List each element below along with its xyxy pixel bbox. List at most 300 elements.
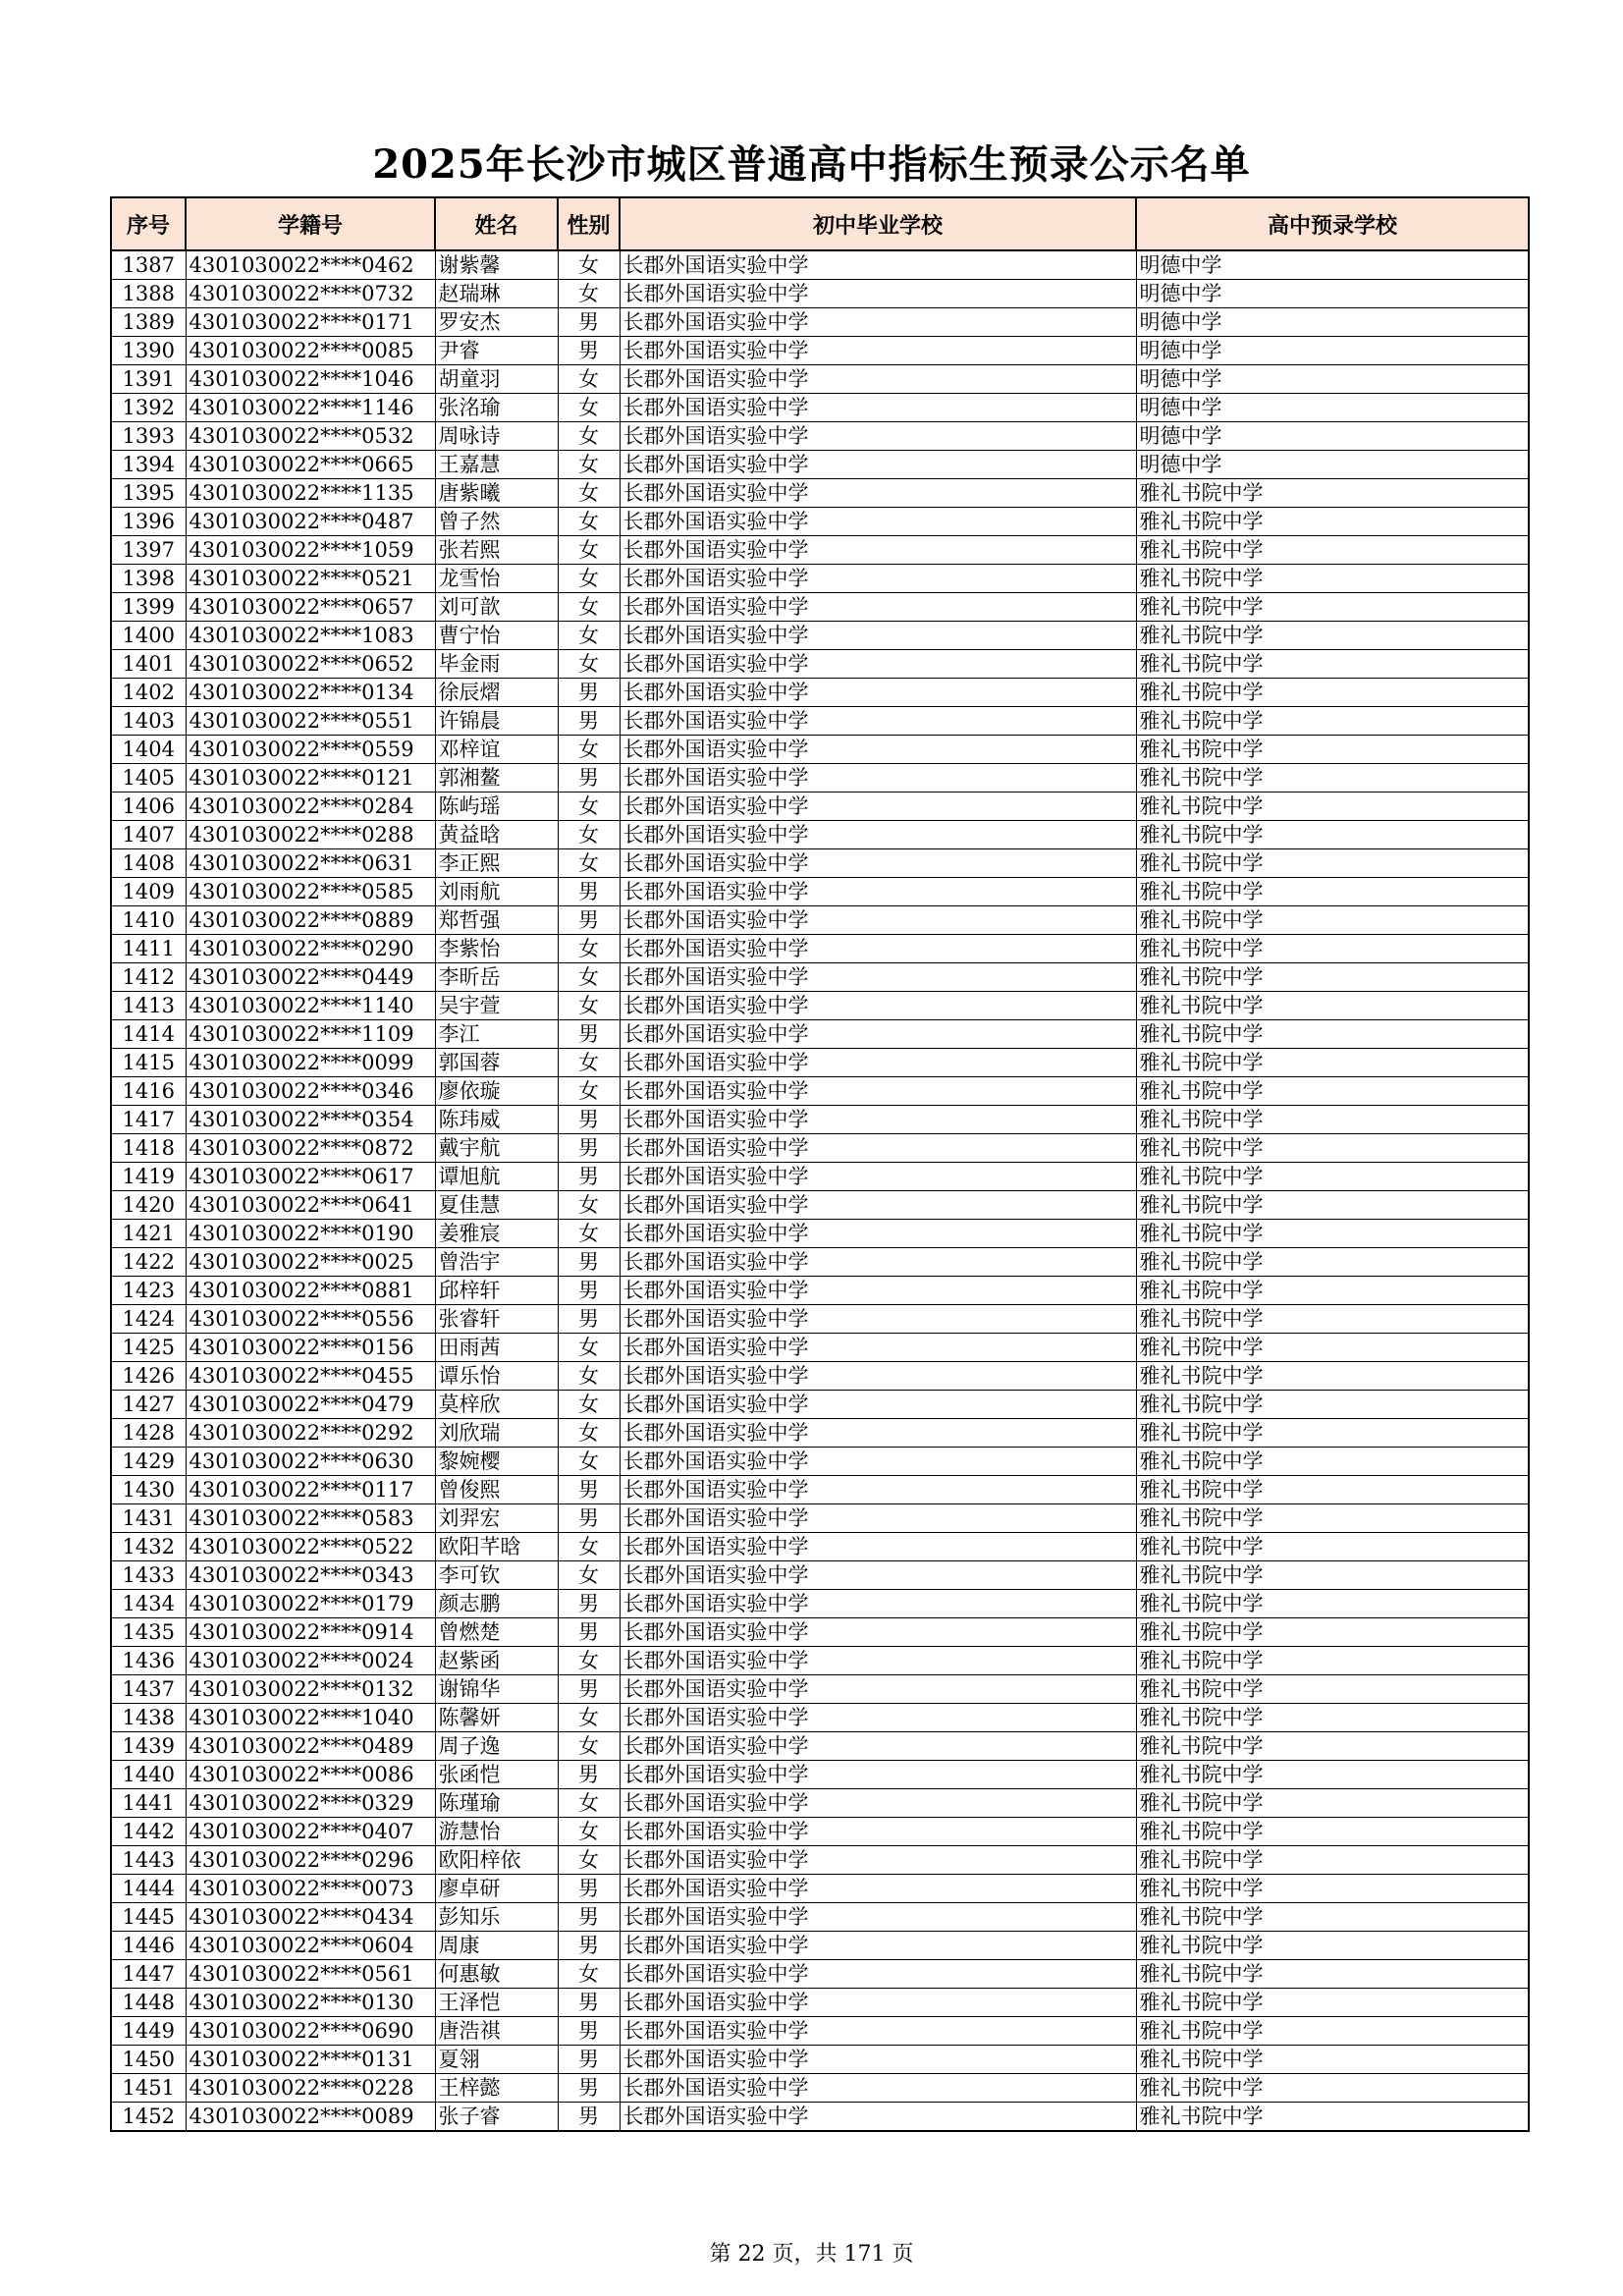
table-row <box>111 622 1529 650</box>
cell-middle-school: 长郡外国语实验中学 <box>620 1932 1136 1960</box>
cell-name: 尹睿 <box>435 337 558 365</box>
cell-name: 夏佳慧 <box>435 1191 558 1220</box>
cell-student-id: 4301030022****0889 <box>186 906 435 935</box>
table-row <box>111 337 1529 365</box>
cell-high-school: 明德中学 <box>1136 365 1529 394</box>
cell-serial: 1447 <box>111 1960 186 1989</box>
table-row <box>111 878 1529 906</box>
cell-gender: 女 <box>558 1191 620 1220</box>
cell-serial: 1435 <box>111 1618 186 1647</box>
header-high-school: 高中预录学校 <box>1136 197 1529 250</box>
cell-name: 黎婉樱 <box>435 1448 558 1476</box>
table-body <box>111 250 1529 2131</box>
cell-serial: 1438 <box>111 1704 186 1732</box>
cell-middle-school: 长郡外国语实验中学 <box>620 1277 1136 1305</box>
cell-gender: 男 <box>558 1277 620 1305</box>
cell-serial: 1440 <box>111 1761 186 1789</box>
cell-student-id: 4301030022****1083 <box>186 622 435 650</box>
cell-serial: 1421 <box>111 1220 186 1248</box>
cell-student-id: 4301030022****0559 <box>186 736 435 764</box>
cell-serial: 1416 <box>111 1077 186 1106</box>
table-row <box>111 1220 1529 1248</box>
cell-gender: 男 <box>558 1590 620 1618</box>
cell-high-school: 雅礼书院中学 <box>1136 1533 1529 1561</box>
cell-student-id: 4301030022****0086 <box>186 1761 435 1789</box>
cell-serial: 1401 <box>111 650 186 679</box>
cell-serial: 1423 <box>111 1277 186 1305</box>
cell-gender: 女 <box>558 1846 620 1875</box>
table-row <box>111 992 1529 1020</box>
cell-student-id: 4301030022****0190 <box>186 1220 435 1248</box>
cell-middle-school: 长郡外国语实验中学 <box>620 308 1136 337</box>
cell-gender: 女 <box>558 622 620 650</box>
cell-middle-school: 长郡外国语实验中学 <box>620 1191 1136 1220</box>
cell-serial: 1442 <box>111 1818 186 1846</box>
cell-gender: 男 <box>558 679 620 707</box>
cell-high-school: 雅礼书院中学 <box>1136 878 1529 906</box>
table-row <box>111 1334 1529 1362</box>
cell-name: 曾燃楚 <box>435 1618 558 1647</box>
table-row <box>111 1305 1529 1334</box>
cell-serial: 1404 <box>111 736 186 764</box>
cell-student-id: 4301030022****1146 <box>186 394 435 422</box>
cell-student-id: 4301030022****0171 <box>186 308 435 337</box>
table-row <box>111 764 1529 793</box>
table-row <box>111 963 1529 992</box>
cell-high-school: 雅礼书院中学 <box>1136 1391 1529 1419</box>
table-row <box>111 1448 1529 1476</box>
cell-middle-school: 长郡外国语实验中学 <box>620 280 1136 308</box>
cell-middle-school: 长郡外国语实验中学 <box>620 1476 1136 1504</box>
cell-serial: 1426 <box>111 1362 186 1391</box>
cell-gender: 男 <box>558 1989 620 2017</box>
cell-name: 许锦晨 <box>435 707 558 736</box>
cell-middle-school: 长郡外国语实验中学 <box>620 707 1136 736</box>
cell-gender: 男 <box>558 1163 620 1191</box>
cell-serial: 1406 <box>111 793 186 821</box>
cell-name: 谭旭航 <box>435 1163 558 1191</box>
cell-middle-school: 长郡外国语实验中学 <box>620 1448 1136 1476</box>
cell-gender: 女 <box>558 536 620 565</box>
table-row <box>111 394 1529 422</box>
cell-serial: 1408 <box>111 849 186 878</box>
table-row <box>111 935 1529 963</box>
table-row <box>111 1846 1529 1875</box>
cell-gender: 女 <box>558 821 620 849</box>
cell-name: 莫梓欣 <box>435 1391 558 1419</box>
page-footer: 第 22 页，共 171 页 <box>709 2242 914 2267</box>
cell-name: 王梓懿 <box>435 2074 558 2103</box>
cell-student-id: 4301030022****0652 <box>186 650 435 679</box>
cell-high-school: 明德中学 <box>1136 337 1529 365</box>
cell-serial: 1448 <box>111 1989 186 2017</box>
cell-high-school: 雅礼书院中学 <box>1136 1761 1529 1789</box>
cell-serial: 1397 <box>111 536 186 565</box>
cell-gender: 女 <box>558 1647 620 1675</box>
cell-student-id: 4301030022****0343 <box>186 1561 435 1590</box>
cell-middle-school: 长郡外国语实验中学 <box>620 1590 1136 1618</box>
cell-student-id: 4301030022****0462 <box>186 250 435 280</box>
cell-gender: 女 <box>558 1818 620 1846</box>
cell-high-school: 雅礼书院中学 <box>1136 1049 1529 1077</box>
header-serial: 序号 <box>111 197 186 250</box>
table-row <box>111 1732 1529 1761</box>
cell-middle-school: 长郡外国语实验中学 <box>620 1989 1136 2017</box>
cell-serial: 1411 <box>111 935 186 963</box>
table-row <box>111 2017 1529 2046</box>
cell-student-id: 4301030022****0089 <box>186 2103 435 2132</box>
cell-serial: 1427 <box>111 1391 186 1419</box>
table-row <box>111 479 1529 508</box>
cell-middle-school: 长郡外国语实验中学 <box>620 1789 1136 1818</box>
cell-name: 廖依璇 <box>435 1077 558 1106</box>
cell-gender: 女 <box>558 1334 620 1362</box>
cell-middle-school: 长郡外国语实验中学 <box>620 1334 1136 1362</box>
cell-student-id: 4301030022****0641 <box>186 1191 435 1220</box>
cell-student-id: 4301030022****0631 <box>186 849 435 878</box>
cell-high-school: 雅礼书院中学 <box>1136 935 1529 963</box>
cell-gender: 女 <box>558 1960 620 1989</box>
cell-middle-school: 长郡外国语实验中学 <box>620 1732 1136 1761</box>
cell-high-school: 雅礼书院中学 <box>1136 1163 1529 1191</box>
cell-gender: 女 <box>558 451 620 479</box>
cell-high-school: 雅礼书院中学 <box>1136 1504 1529 1533</box>
cell-gender: 女 <box>558 508 620 536</box>
cell-high-school: 雅礼书院中学 <box>1136 2103 1529 2132</box>
cell-serial: 1398 <box>111 565 186 593</box>
cell-gender: 女 <box>558 793 620 821</box>
cell-high-school: 雅礼书院中学 <box>1136 679 1529 707</box>
cell-gender: 女 <box>558 250 620 280</box>
cell-serial: 1389 <box>111 308 186 337</box>
cell-serial: 1450 <box>111 2046 186 2074</box>
cell-high-school: 雅礼书院中学 <box>1136 992 1529 1020</box>
cell-name: 欧阳梓依 <box>435 1846 558 1875</box>
cell-name: 李可钦 <box>435 1561 558 1590</box>
cell-serial: 1446 <box>111 1932 186 1960</box>
cell-student-id: 4301030022****0630 <box>186 1448 435 1476</box>
cell-student-id: 4301030022****0665 <box>186 451 435 479</box>
cell-student-id: 4301030022****0914 <box>186 1618 435 1647</box>
cell-gender: 女 <box>558 365 620 394</box>
cell-high-school: 雅礼书院中学 <box>1136 1903 1529 1932</box>
cell-name: 李正熙 <box>435 849 558 878</box>
cell-student-id: 4301030022****0455 <box>186 1362 435 1391</box>
table-row <box>111 1618 1529 1647</box>
cell-middle-school: 长郡外国语实验中学 <box>620 1362 1136 1391</box>
cell-high-school: 雅礼书院中学 <box>1136 593 1529 622</box>
cell-gender: 女 <box>558 992 620 1020</box>
cell-gender: 女 <box>558 280 620 308</box>
cell-serial: 1417 <box>111 1106 186 1134</box>
cell-gender: 男 <box>558 1675 620 1704</box>
cell-name: 王嘉慧 <box>435 451 558 479</box>
cell-name: 何惠敏 <box>435 1960 558 1989</box>
table-row <box>111 650 1529 679</box>
cell-gender: 女 <box>558 935 620 963</box>
cell-student-id: 4301030022****0487 <box>186 508 435 536</box>
table-row <box>111 1875 1529 1903</box>
cell-serial: 1394 <box>111 451 186 479</box>
cell-serial: 1393 <box>111 422 186 451</box>
cell-student-id: 4301030022****1140 <box>186 992 435 1020</box>
roster-table <box>110 196 1530 2132</box>
cell-serial: 1434 <box>111 1590 186 1618</box>
cell-high-school: 雅礼书院中学 <box>1136 1704 1529 1732</box>
cell-middle-school: 长郡外国语实验中学 <box>620 2017 1136 2046</box>
cell-high-school: 雅礼书院中学 <box>1136 1476 1529 1504</box>
cell-high-school: 雅礼书院中学 <box>1136 1448 1529 1476</box>
cell-student-id: 4301030022****0617 <box>186 1163 435 1191</box>
cell-high-school: 雅礼书院中学 <box>1136 1618 1529 1647</box>
cell-name: 张若熙 <box>435 536 558 565</box>
cell-student-id: 4301030022****0073 <box>186 1875 435 1903</box>
cell-name: 黄益晗 <box>435 821 558 849</box>
cell-serial: 1391 <box>111 365 186 394</box>
cell-serial: 1400 <box>111 622 186 650</box>
table-row <box>111 2074 1529 2103</box>
cell-high-school: 雅礼书院中学 <box>1136 1590 1529 1618</box>
table-row <box>111 1704 1529 1732</box>
cell-name: 刘羿宏 <box>435 1504 558 1533</box>
cell-middle-school: 长郡外国语实验中学 <box>620 479 1136 508</box>
cell-high-school: 明德中学 <box>1136 250 1529 280</box>
cell-high-school: 雅礼书院中学 <box>1136 1362 1529 1391</box>
cell-name: 郭湘鳌 <box>435 764 558 793</box>
cell-name: 赵瑞琳 <box>435 280 558 308</box>
cell-student-id: 4301030022****0329 <box>186 1789 435 1818</box>
page-title: 2025年长沙市城区普通高中指标生预录公示名单 <box>372 141 1251 188</box>
cell-middle-school: 长郡外国语实验中学 <box>620 622 1136 650</box>
table-row <box>111 593 1529 622</box>
cell-high-school: 雅礼书院中学 <box>1136 963 1529 992</box>
table-row <box>111 1077 1529 1106</box>
cell-high-school: 雅礼书院中学 <box>1136 764 1529 793</box>
cell-high-school: 雅礼书院中学 <box>1136 1419 1529 1448</box>
cell-name: 游慧怡 <box>435 1818 558 1846</box>
cell-student-id: 4301030022****0532 <box>186 422 435 451</box>
cell-name: 张子睿 <box>435 2103 558 2132</box>
cell-student-id: 4301030022****0284 <box>186 793 435 821</box>
cell-name: 刘雨航 <box>435 878 558 906</box>
cell-name: 李紫怡 <box>435 935 558 963</box>
cell-high-school: 雅礼书院中学 <box>1136 821 1529 849</box>
cell-high-school: 雅礼书院中学 <box>1136 1191 1529 1220</box>
table-row <box>111 1932 1529 1960</box>
cell-middle-school: 长郡外国语实验中学 <box>620 1020 1136 1049</box>
cell-name: 曾浩宇 <box>435 1248 558 1277</box>
cell-high-school: 雅礼书院中学 <box>1136 1305 1529 1334</box>
table-row <box>111 1191 1529 1220</box>
table-row <box>111 308 1529 337</box>
table-row <box>111 1818 1529 1846</box>
cell-serial: 1444 <box>111 1875 186 1903</box>
cell-middle-school: 长郡外国语实验中学 <box>620 250 1136 280</box>
table-row <box>111 451 1529 479</box>
table-row <box>111 736 1529 764</box>
cell-student-id: 4301030022****0479 <box>186 1391 435 1419</box>
table-row <box>111 821 1529 849</box>
cell-serial: 1395 <box>111 479 186 508</box>
table-row <box>111 1362 1529 1391</box>
cell-middle-school: 长郡外国语实验中学 <box>620 1305 1136 1334</box>
table-row <box>111 365 1529 394</box>
cell-student-id: 4301030022****0296 <box>186 1846 435 1875</box>
cell-gender: 女 <box>558 1448 620 1476</box>
cell-serial: 1428 <box>111 1419 186 1448</box>
cell-name: 谢锦华 <box>435 1675 558 1704</box>
cell-middle-school: 长郡外国语实验中学 <box>620 508 1136 536</box>
cell-middle-school: 长郡外国语实验中学 <box>620 650 1136 679</box>
cell-student-id: 4301030022****0288 <box>186 821 435 849</box>
cell-name: 郭国蓉 <box>435 1049 558 1077</box>
cell-name: 陈瑾瑜 <box>435 1789 558 1818</box>
table-row <box>111 1989 1529 2017</box>
cell-name: 曾子然 <box>435 508 558 536</box>
cell-gender: 女 <box>558 1077 620 1106</box>
cell-middle-school: 长郡外国语实验中学 <box>620 1903 1136 1932</box>
cell-student-id: 4301030022****0121 <box>186 764 435 793</box>
cell-gender: 女 <box>558 479 620 508</box>
cell-serial: 1445 <box>111 1903 186 1932</box>
cell-gender: 男 <box>558 2103 620 2132</box>
cell-student-id: 4301030022****0583 <box>186 1504 435 1533</box>
cell-middle-school: 长郡外国语实验中学 <box>620 1220 1136 1248</box>
cell-high-school: 雅礼书院中学 <box>1136 508 1529 536</box>
cell-gender: 男 <box>558 2046 620 2074</box>
cell-name: 吴宇萱 <box>435 992 558 1020</box>
cell-middle-school: 长郡外国语实验中学 <box>620 451 1136 479</box>
cell-name: 刘可歆 <box>435 593 558 622</box>
cell-serial: 1405 <box>111 764 186 793</box>
cell-high-school: 雅礼书院中学 <box>1136 479 1529 508</box>
cell-student-id: 4301030022****1059 <box>186 536 435 565</box>
cell-gender: 女 <box>558 963 620 992</box>
header-student-id: 学籍号 <box>186 197 435 250</box>
cell-serial: 1419 <box>111 1163 186 1191</box>
cell-gender: 女 <box>558 1391 620 1419</box>
cell-high-school: 雅礼书院中学 <box>1136 707 1529 736</box>
cell-high-school: 雅礼书院中学 <box>1136 2017 1529 2046</box>
cell-middle-school: 长郡外国语实验中学 <box>620 2074 1136 2103</box>
cell-student-id: 4301030022****0657 <box>186 593 435 622</box>
cell-gender: 女 <box>558 1789 620 1818</box>
cell-name: 张洺瑜 <box>435 394 558 422</box>
cell-gender: 男 <box>558 308 620 337</box>
cell-middle-school: 长郡外国语实验中学 <box>620 1077 1136 1106</box>
cell-name: 唐浩祺 <box>435 2017 558 2046</box>
table-row <box>111 1960 1529 1989</box>
cell-gender: 女 <box>558 1220 620 1248</box>
cell-name: 彭知乐 <box>435 1903 558 1932</box>
table-row <box>111 906 1529 935</box>
table-row <box>111 422 1529 451</box>
cell-student-id: 4301030022****0025 <box>186 1248 435 1277</box>
cell-student-id: 4301030022****0131 <box>186 2046 435 2074</box>
cell-high-school: 雅礼书院中学 <box>1136 1932 1529 1960</box>
cell-middle-school: 长郡外国语实验中学 <box>620 963 1136 992</box>
cell-middle-school: 长郡外国语实验中学 <box>620 1561 1136 1590</box>
cell-serial: 1415 <box>111 1049 186 1077</box>
cell-gender: 女 <box>558 1049 620 1077</box>
cell-student-id: 4301030022****0561 <box>186 1960 435 1989</box>
header-middle-school: 初中毕业学校 <box>620 197 1136 250</box>
cell-student-id: 4301030022****0449 <box>186 963 435 992</box>
cell-high-school: 明德中学 <box>1136 422 1529 451</box>
cell-serial: 1410 <box>111 906 186 935</box>
cell-middle-school: 长郡外国语实验中学 <box>620 1134 1136 1163</box>
cell-name: 罗安杰 <box>435 308 558 337</box>
cell-high-school: 雅礼书院中学 <box>1136 1989 1529 2017</box>
cell-gender: 女 <box>558 1704 620 1732</box>
table-row <box>111 1504 1529 1533</box>
cell-name: 唐紫曦 <box>435 479 558 508</box>
cell-high-school: 雅礼书院中学 <box>1136 1248 1529 1277</box>
table-row <box>111 679 1529 707</box>
cell-serial: 1399 <box>111 593 186 622</box>
cell-gender: 男 <box>558 1305 620 1334</box>
cell-name: 邱梓轩 <box>435 1277 558 1305</box>
table-row <box>111 1533 1529 1561</box>
cell-serial: 1451 <box>111 2074 186 2103</box>
cell-gender: 女 <box>558 422 620 451</box>
cell-student-id: 4301030022****0228 <box>186 2074 435 2103</box>
cell-student-id: 4301030022****0732 <box>186 280 435 308</box>
cell-serial: 1429 <box>111 1448 186 1476</box>
cell-gender: 男 <box>558 2017 620 2046</box>
cell-student-id: 4301030022****0881 <box>186 1277 435 1305</box>
cell-serial: 1452 <box>111 2103 186 2132</box>
table-row <box>111 1020 1529 1049</box>
cell-high-school: 明德中学 <box>1136 394 1529 422</box>
cell-high-school: 雅礼书院中学 <box>1136 1675 1529 1704</box>
cell-gender: 男 <box>558 2074 620 2103</box>
cell-serial: 1412 <box>111 963 186 992</box>
cell-name: 张函恺 <box>435 1761 558 1789</box>
cell-high-school: 雅礼书院中学 <box>1136 1106 1529 1134</box>
cell-middle-school: 长郡外国语实验中学 <box>620 1818 1136 1846</box>
cell-middle-school: 长郡外国语实验中学 <box>620 593 1136 622</box>
cell-high-school: 雅礼书院中学 <box>1136 565 1529 593</box>
cell-serial: 1403 <box>111 707 186 736</box>
cell-middle-school: 长郡外国语实验中学 <box>620 1960 1136 1989</box>
cell-name: 王泽恺 <box>435 1989 558 2017</box>
cell-middle-school: 长郡外国语实验中学 <box>620 1163 1136 1191</box>
cell-serial: 1387 <box>111 250 186 280</box>
cell-high-school: 雅礼书院中学 <box>1136 1220 1529 1248</box>
cell-gender: 男 <box>558 1020 620 1049</box>
cell-serial: 1425 <box>111 1334 186 1362</box>
cell-serial: 1422 <box>111 1248 186 1277</box>
cell-student-id: 4301030022****0604 <box>186 1932 435 1960</box>
cell-name: 张睿轩 <box>435 1305 558 1334</box>
cell-high-school: 雅礼书院中学 <box>1136 1077 1529 1106</box>
cell-gender: 男 <box>558 906 620 935</box>
cell-gender: 女 <box>558 736 620 764</box>
cell-middle-school: 长郡外国语实验中学 <box>620 1704 1136 1732</box>
cell-high-school: 雅礼书院中学 <box>1136 1732 1529 1761</box>
cell-student-id: 4301030022****0132 <box>186 1675 435 1704</box>
cell-student-id: 4301030022****0156 <box>186 1334 435 1362</box>
cell-middle-school: 长郡外国语实验中学 <box>620 1106 1136 1134</box>
cell-serial: 1424 <box>111 1305 186 1334</box>
cell-high-school: 雅礼书院中学 <box>1136 2074 1529 2103</box>
table-row <box>111 1419 1529 1448</box>
cell-serial: 1407 <box>111 821 186 849</box>
cell-serial: 1392 <box>111 394 186 422</box>
cell-serial: 1439 <box>111 1732 186 1761</box>
cell-middle-school: 长郡外国语实验中学 <box>620 422 1136 451</box>
